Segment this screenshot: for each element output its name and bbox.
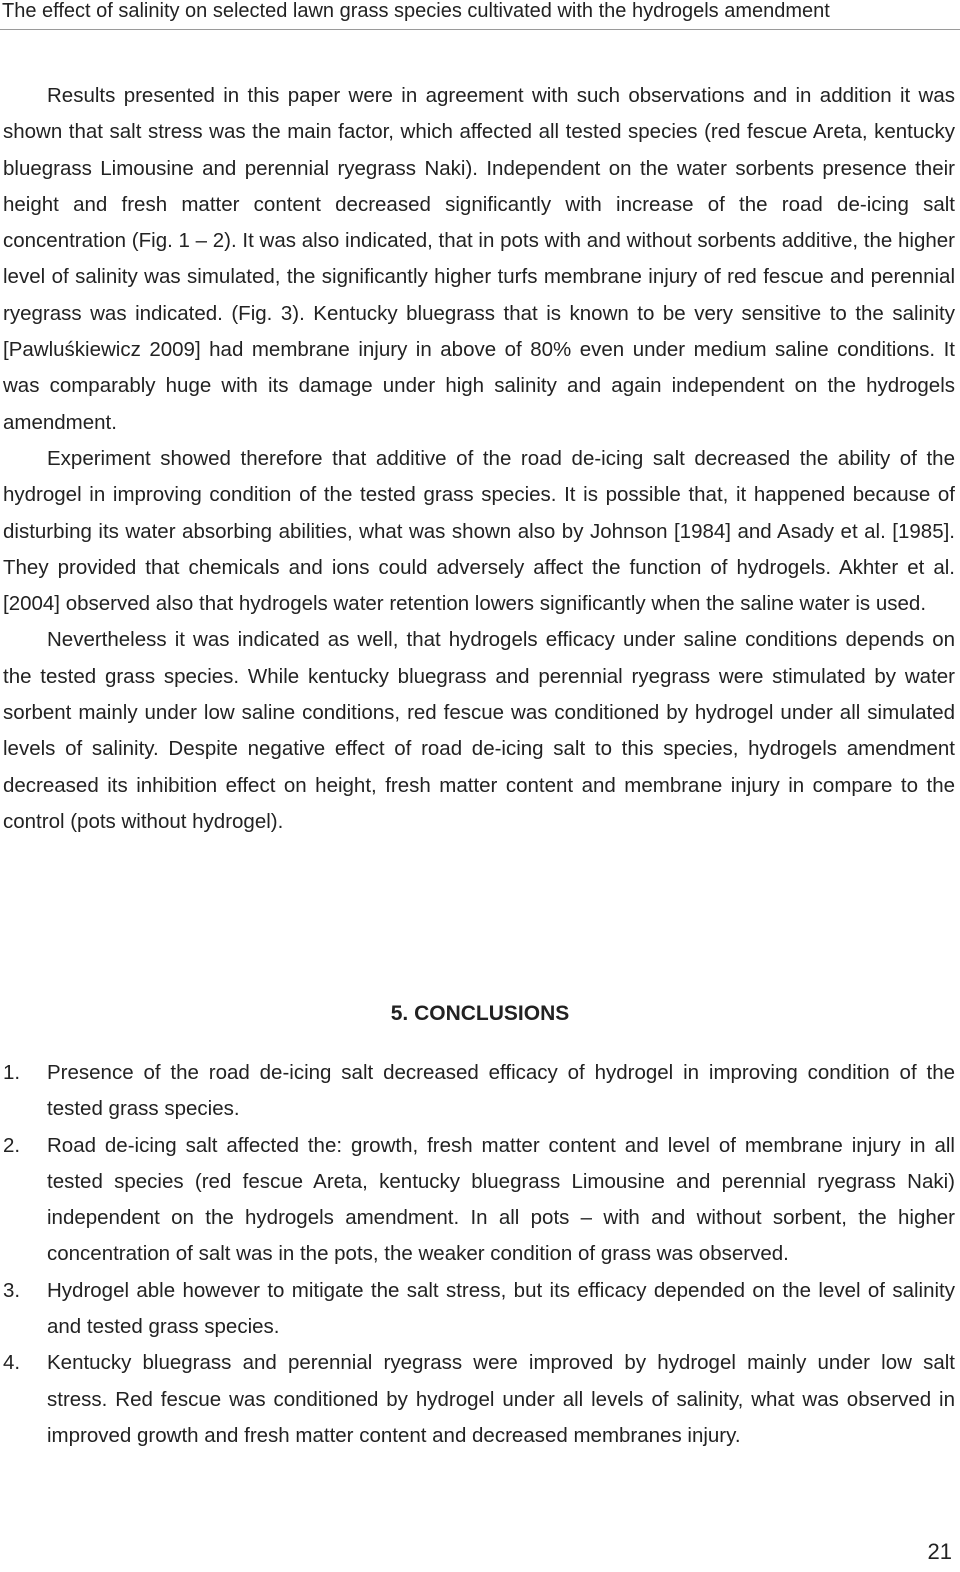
conclusion-item [3, 1055, 955, 1128]
conclusion-item [3, 1128, 955, 1273]
paragraph: Nevertheless it was indicated as well, that hydrogels efficacy under saline conditions depends on the tested grass species. While kentucky bluegrass and perennial ryegrass were stimulated by water sorbent mainly under low saline conditions, red fescue was conditioned by hydrogel under all simulated levels of salinity. Despite negative effect of road de-icing salt to this species, hydrogels amendment decreased its inhibition effect on height, fresh matter content and membrane injury in compare to the control (pots without hydrogel). [3, 628, 955, 833]
conclusion-text: Road de-icing salt affected the: growth, fresh matter content and level of membrane injury in all tested species (red fescue Areta, kentucky bluegrass Limousine and perennial ryegrass Naki) independent on the hydrogels amendment. In all pots – with and without sorbent, the higher concentration of salt was in the pots, the weaker condition of grass was observed. [47, 1133, 955, 1266]
section-heading: 5. CONCLUSIONS [390, 1002, 570, 1025]
paragraph: Experiment showed therefore that additive of the road de-icing salt decreased the ability of the hydrogel in improving condition of the tested grass species. It is possible that, it happened because of disturbing its water absorbing abilities, what was shown also by Johnson [1984] and Asady et al. [1985]. They provided that chemicals and ions could adversely affect the function of hydrogels. Akhter et al. [2004] observed also that hydrogels water retention lowers significantly when the saline water is used. [3, 446, 955, 616]
conclusion-number: 3. [3, 1278, 21, 1302]
conclusions-list [3, 1055, 955, 1454]
conclusion-text: Kentucky bluegrass and perennial ryegrass were improved by hydrogel mainly under low salt stress. Red fescue was conditioned by hydrogel under all levels of salinity, what was observed in improved growth and fresh matter content and decreased membranes injury. [47, 1351, 955, 1447]
conclusion-number: 2. [3, 1133, 21, 1157]
running-header [0, 0, 960, 30]
conclusion-item [3, 1345, 955, 1454]
conclusion-text: Presence of the road de-icing salt decreased efficacy of hydrogel in improving condition of the tested grass species. [47, 1061, 955, 1121]
running-title: The effect of salinity on selected lawn grass species cultivated with the hydrogels amendment [2, 0, 830, 22]
page-number: 21 [927, 1539, 952, 1564]
paragraph: Results presented in this paper were in agreement with such observations and in addition it was shown that salt stress was the main factor, which affected all tested species (red fescue Areta, kentucky bluegrass Limousine and perennial ryegrass Naki). Independent on the water sorbents presence their height and fresh matter content decreased significantly with increase of the road de-icing salt concentration (Fig. 1 – 2). It was also indicated, that in pots with and without sorbents additive, the higher level of salinity was simulated, the significantly higher turfs membrane injury of red fescue and perennial ryegrass was indicated. (Fig. 3). Kentucky bluegrass that is known to be very sensitive to the salinity [Pawluśkiewicz 2009] had membrane injury in above of 80% even under medium saline conditions. It was comparably huge with its damage under high salinity and again independent on the hydrogels amendment. [3, 84, 955, 434]
conclusion-item [3, 1273, 955, 1346]
conclusion-text: Hydrogel able however to mitigate the salt stress, but its efficacy depended on the level of salinity and tested grass species. [47, 1278, 955, 1339]
conclusion-number: 1. [3, 1061, 21, 1084]
discussion-body [3, 78, 955, 840]
conclusion-number: 4. [3, 1351, 21, 1375]
